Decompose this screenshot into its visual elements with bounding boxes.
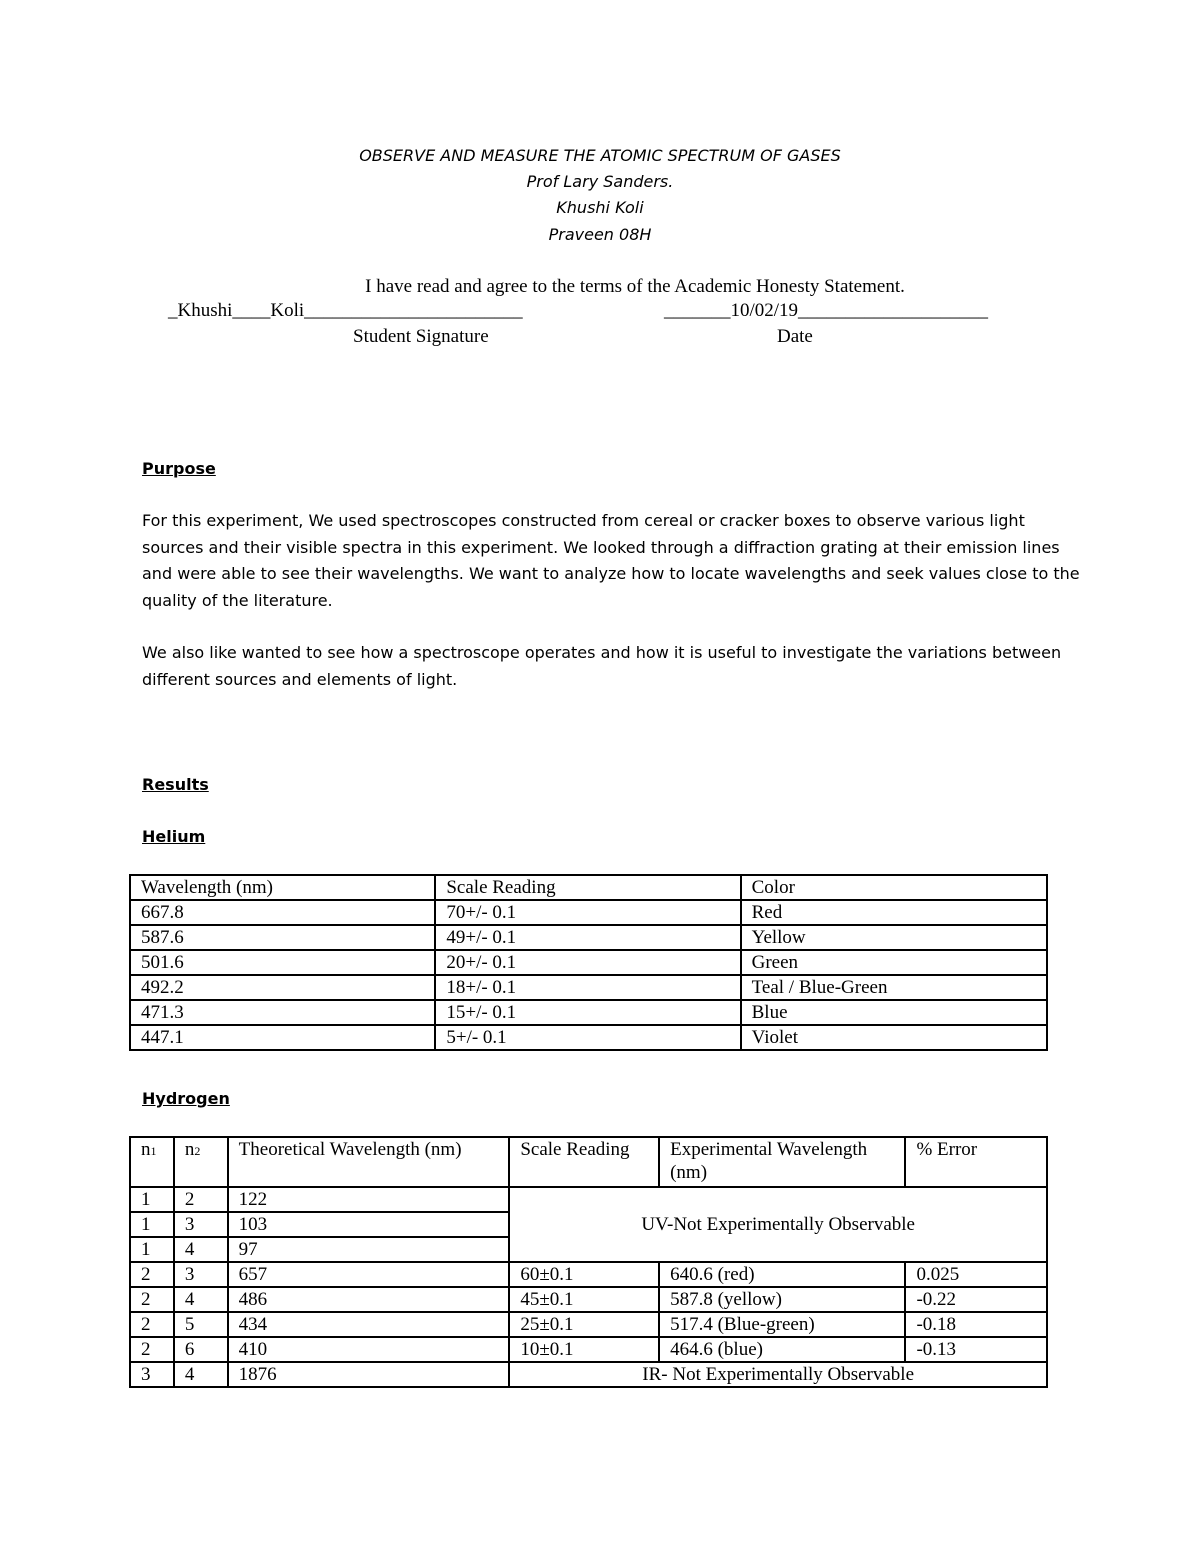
table-row [130, 900, 1047, 925]
signature-line: _Khushi____Koli_______________________ [168, 300, 523, 321]
table-row [130, 1312, 1047, 1337]
purpose-paragraph-2: We also like wanted to see how a spectroscope operates and how it is useful to investigate the variations between different sources and elements of light. [142, 643, 1062, 689]
n1-cell: 1 [130, 1237, 174, 1262]
table-row [130, 1000, 1047, 1025]
theoretical-wavelength-cell: 1876 [228, 1362, 510, 1387]
n2-cell: 3 [174, 1212, 228, 1237]
date-label: Date [777, 326, 813, 347]
n2-symbol: n [184, 1139, 195, 1160]
professor-name: Prof Lary Sanders. [526, 172, 674, 191]
honesty-statement: I have read and agree to the terms of the Academic Honesty Statement. [365, 276, 905, 297]
results-heading: Results [142, 775, 209, 794]
scale-reading-cell: 18+/- 0.1 [435, 975, 740, 1000]
color-cell: Yellow [741, 925, 1047, 950]
section-name: Praveen 08H [548, 225, 652, 244]
n2-cell: 5 [174, 1312, 228, 1337]
wavelength-cell: 587.6 [130, 925, 435, 950]
theoretical-wavelength-cell: 97 [228, 1237, 510, 1262]
percent-error-cell: 0.025 [905, 1262, 1047, 1287]
experimental-wavelength-cell: 464.6 (blue) [659, 1337, 905, 1362]
column-header-scale-reading: Scale Reading [435, 875, 740, 900]
table-row [130, 1262, 1047, 1287]
wavelength-cell: 492.2 [130, 975, 435, 1000]
uv-note-cell: UV-Not Experimentally Observable [509, 1187, 1047, 1262]
table-row [130, 1362, 1047, 1387]
percent-error-cell: -0.13 [905, 1337, 1047, 1362]
column-header-scale-reading: Scale Reading [509, 1137, 659, 1187]
helium-table [129, 874, 1048, 1051]
wavelength-cell: 667.8 [130, 900, 435, 925]
date-line: _______10/02/19____________________ [664, 300, 989, 321]
color-cell: Green [741, 950, 1047, 975]
scale-reading-cell: 49+/- 0.1 [435, 925, 740, 950]
wavelength-cell: 447.1 [130, 1025, 435, 1050]
n2-subscript: 2 [194, 1144, 201, 1158]
column-header-percent-error: % Error [905, 1137, 1047, 1187]
n1-cell: 2 [130, 1287, 174, 1312]
color-cell: Blue [741, 1000, 1047, 1025]
table-row [130, 925, 1047, 950]
color-cell: Teal / Blue-Green [741, 975, 1047, 1000]
student-name: Khushi Koli [556, 198, 644, 217]
percent-error-cell: -0.18 [905, 1312, 1047, 1337]
ir-note-cell: IR- Not Experimentally Observable [509, 1362, 1047, 1387]
column-header-n2 [174, 1137, 228, 1187]
table-row [130, 1025, 1047, 1050]
experimental-wavelength-cell: 587.8 (yellow) [659, 1287, 905, 1312]
column-header-color: Color [741, 875, 1047, 900]
n2-cell: 3 [174, 1262, 228, 1287]
percent-error-cell: -0.22 [905, 1287, 1047, 1312]
signature-label: Student Signature [353, 326, 489, 347]
purpose-heading: Purpose [142, 459, 216, 478]
table-row [130, 1287, 1047, 1312]
theoretical-wavelength-cell: 486 [228, 1287, 510, 1312]
theoretical-wavelength-cell: 103 [228, 1212, 510, 1237]
scale-reading-cell: 25±0.1 [509, 1312, 659, 1337]
column-header-n1 [130, 1137, 174, 1187]
n2-cell: 4 [174, 1362, 228, 1387]
n2-cell: 4 [174, 1287, 228, 1312]
theoretical-wavelength-cell: 122 [228, 1187, 510, 1212]
color-cell: Violet [741, 1025, 1047, 1050]
hydrogen-table [129, 1136, 1048, 1388]
table-header-row [130, 875, 1047, 900]
helium-heading: Helium [142, 827, 206, 846]
column-header-theoretical-wavelength: Theoretical Wavelength (nm) [228, 1137, 510, 1187]
table-row [130, 975, 1047, 1000]
theoretical-wavelength-cell: 410 [228, 1337, 510, 1362]
n1-cell: 1 [130, 1187, 174, 1212]
scale-reading-cell: 70+/- 0.1 [435, 900, 740, 925]
n1-cell: 2 [130, 1312, 174, 1337]
n2-cell: 2 [174, 1187, 228, 1212]
experimental-wavelength-cell: 517.4 (Blue-green) [659, 1312, 905, 1337]
n1-cell: 2 [130, 1262, 174, 1287]
n2-cell: 6 [174, 1337, 228, 1362]
table-row [130, 1187, 1047, 1212]
theoretical-wavelength-cell: 657 [228, 1262, 510, 1287]
hydrogen-heading: Hydrogen [142, 1089, 230, 1108]
purpose-paragraph-1: For this experiment, We used spectroscopes constructed from cereal or cracker boxes to observe various light sources and their visible spectra in this experiment. We looked through a diffraction grating at their emission lines and were able to see their wavelengths. We want to analyze how to locate wavelengths and seek values close to the quality of the literature. [142, 511, 1080, 610]
column-header-wavelength: Wavelength (nm) [130, 875, 435, 900]
n1-cell: 2 [130, 1337, 174, 1362]
column-header-experimental-wavelength: Experimental Wavelength (nm) [659, 1137, 905, 1187]
scale-reading-cell: 20+/- 0.1 [435, 950, 740, 975]
color-cell: Red [741, 900, 1047, 925]
wavelength-cell: 471.3 [130, 1000, 435, 1025]
n2-cell: 4 [174, 1237, 228, 1262]
n1-subscript: 1 [150, 1144, 157, 1158]
experimental-wavelength-cell: 640.6 (red) [659, 1262, 905, 1287]
wavelength-cell: 501.6 [130, 950, 435, 975]
scale-reading-cell: 45±0.1 [509, 1287, 659, 1312]
n1-cell: 1 [130, 1212, 174, 1237]
report-title: OBSERVE AND MEASURE THE ATOMIC SPECTRUM OF GASES [359, 146, 841, 165]
scale-reading-cell: 15+/- 0.1 [435, 1000, 740, 1025]
scale-reading-cell: 5+/- 0.1 [435, 1025, 740, 1050]
scale-reading-cell: 10±0.1 [509, 1337, 659, 1362]
n1-symbol: n [141, 1139, 151, 1160]
table-row [130, 950, 1047, 975]
scale-reading-cell: 60±0.1 [509, 1262, 659, 1287]
n1-cell: 3 [130, 1362, 174, 1387]
table-row [130, 1337, 1047, 1362]
table-header-row [130, 1137, 1047, 1187]
theoretical-wavelength-cell: 434 [228, 1312, 510, 1337]
